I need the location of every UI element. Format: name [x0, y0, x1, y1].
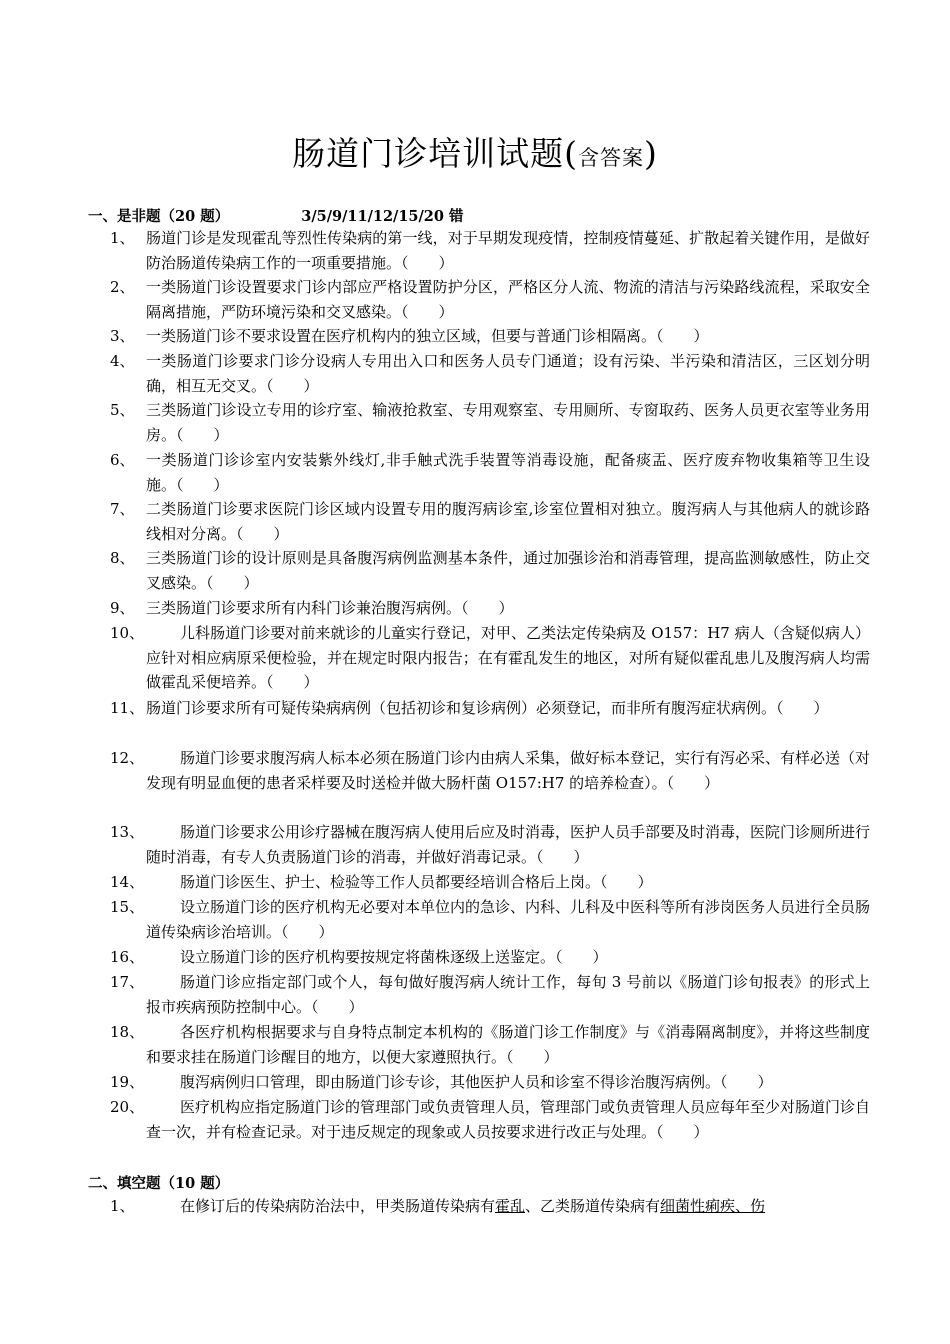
question-text-part: 在修订后的传染病防治法中，甲类肠道传染病有 — [180, 1197, 496, 1215]
question-text: 肠道门诊是发现霍乱等烈性传染病的第一线，对于早期发现疫情，控制疫情蔓延、扩散起着关键作用，是做好防治肠道传染病工作的一项重要措施。（ ） — [146, 229, 870, 272]
question-item — [110, 1095, 870, 1144]
question-number: 4、 — [110, 352, 135, 370]
question-text: 一类肠道门诊设置要求门诊内部应严格设置防护分区，严格区分人流、物流的清洁与污染路线流程，采取安全隔离措施，严防环境污染和交叉感染。（ ） — [146, 278, 870, 321]
question-item — [110, 696, 870, 721]
question-item — [110, 398, 870, 447]
question-item — [110, 448, 870, 497]
question-number: 3、 — [110, 327, 135, 345]
question-text: 各医疗机构根据要求与自身特点制定本机构的《肠道门诊工作制度》与《消毒隔离制度》，并将这些制度和要求挂在肠道门诊醒目的地方，以便大家遵照执行。（ ） — [146, 1023, 870, 1066]
title-end: ) — [644, 134, 658, 173]
question-item — [110, 895, 870, 944]
question-number: 18、 — [110, 1023, 145, 1041]
question-number: 20、 — [110, 1098, 145, 1116]
question-text: 三类肠道门诊设立专用的诊疗室、输液抢救室、专用观察室、专用厕所、专窗取药、医务人员更衣室等业务用房。（ ） — [146, 401, 870, 444]
title-sub: 含答案 — [578, 146, 644, 170]
question-number: 12、 — [110, 749, 145, 767]
answer-key: 3/5/9/11/12/15/20 错 — [301, 208, 464, 225]
question-text: 三类肠道门诊要求所有内科门诊兼治腹泻病例。（ ） — [146, 599, 514, 617]
section-title: 二、填空题（10 题） — [88, 1175, 230, 1192]
question-number: 7、 — [110, 500, 135, 518]
question-item — [110, 275, 870, 324]
question-number: 5、 — [110, 401, 135, 419]
question-number: 1、 — [110, 229, 135, 247]
document-title — [0, 128, 950, 175]
question-number: 14、 — [110, 873, 145, 891]
question-number: 11、 — [110, 699, 145, 717]
fill-blank-item — [110, 1194, 870, 1219]
question-item — [110, 1070, 870, 1095]
question-number: 2、 — [110, 278, 135, 296]
section-title: 一、是非题（20 题） — [88, 208, 230, 225]
question-item — [110, 546, 870, 595]
question-number: 16、 — [110, 948, 145, 966]
question-item — [110, 945, 870, 970]
question-item — [110, 497, 870, 546]
question-text: 肠道门诊要求腹泻病人标本必须在肠道门诊内由病人采集，做好标本登记，实行有泻必采、有样必送（对发现有明显血便的患者采样要及时送检并做大肠杆菌 O157:H7 的培养检查）。（ ） — [146, 749, 871, 792]
question-text: 肠道门诊要求所有可疑传染病病例（包括初诊和复诊病例）必须登记，而非所有腹泻症状病例。（ ） — [146, 699, 829, 717]
question-number: 9、 — [110, 599, 135, 617]
question-text: 腹泻病例归口管理，即由肠道门诊专诊，其他医护人员和诊室不得诊治腹泻病例。（ ） — [180, 1073, 773, 1091]
question-number: 17、 — [110, 973, 145, 991]
question-number: 15、 — [110, 898, 145, 916]
question-number: 6、 — [110, 451, 135, 469]
question-item — [110, 226, 870, 275]
question-number: 1、 — [110, 1197, 135, 1215]
question-text: 肠道门诊医生、护士、检验等工作人员都要经培训合格后上岗。（ ） — [180, 873, 653, 891]
question-item — [110, 970, 870, 1019]
question-text: 一类肠道门诊要求门诊分设病人专用出入口和医务人员专门通道；设有污染、半污染和清洁区，三区划分明确，相互无交叉。（ ） — [146, 352, 870, 395]
question-text: 医疗机构应指定肠道门诊的管理部门或负责管理人员，管理部门或负责管理人员应每年至少对肠道门诊自查一次，并有检查记录。对于违反规定的现象或人员按要求进行改正与处理。（ ） — [146, 1098, 871, 1141]
question-number: 10、 — [110, 624, 145, 642]
section-heading-true-false — [88, 205, 464, 226]
question-text: 设立肠道门诊的医疗机构无必要对本单位内的急诊、内科、儿科及中医科等所有涉岗医务人员进行全员肠道传染病诊治培训。（ ） — [146, 898, 871, 941]
question-number: 19、 — [110, 1073, 145, 1091]
question-item — [110, 621, 870, 695]
question-text: 肠道门诊应指定部门或个人，每旬做好腹泻病人统计工作，每旬 3 号前以《肠道门诊旬报表》的形式上报市疾病预防控制中心。（ ） — [146, 973, 870, 1016]
question-text — [146, 1194, 870, 1219]
question-item — [110, 746, 870, 795]
answer-blank: 霍乱 — [495, 1197, 526, 1215]
question-item — [110, 1020, 870, 1069]
question-text: 设立肠道门诊的医疗机构要按规定将菌株逐级上送鉴定。（ ） — [180, 948, 608, 966]
question-text: 肠道门诊要求公用诊疗器械在腹泻病人使用后应及时消毒，医护人员手部要及时消毒，医院门诊厕所进行随时消毒，有专人负责肠道门诊的消毒，并做好消毒记录。（ ） — [146, 823, 871, 866]
question-text: 儿科肠道门诊要对前来就诊的儿童实行登记，对甲、乙类法定传染病及 O157：H7 病人（含疑似病人）应针对相应病原采便检验，并在规定时限内报告；在有霍乱发生的地区，对所有疑似霍乱患儿及腹泻病人均需做霍乱采便培养。（ ） — [146, 624, 870, 691]
question-text: 一类肠道门诊诊室内安装紫外线灯,非手触式洗手装置等消毒设施，配备痰盂、医疗废弃物收集箱等卫生设施。（ ） — [146, 451, 870, 494]
question-item — [110, 349, 870, 398]
question-text: 三类肠道门诊的设计原则是具备腹泻病例监测基本条件，通过加强诊治和消毒管理，提高监测敏感性，防止交叉感染。（ ） — [146, 549, 870, 592]
question-text-part: 、乙类肠道传染病有 — [525, 1197, 661, 1215]
question-item — [110, 820, 870, 869]
question-item — [110, 324, 870, 349]
title-main: 肠道门诊培训试题( — [292, 134, 578, 173]
answer-blank: 细菌性痢疾、伤 — [660, 1197, 766, 1215]
question-item — [110, 596, 870, 621]
question-number: 8、 — [110, 549, 135, 567]
question-text: 二类肠道门诊要求医院门诊区域内设置专用的腹泻病诊室,诊室位置相对独立。腹泻病人与其他病人的就诊路线相对分离。（ ） — [146, 500, 870, 543]
section-heading-fill-blank — [88, 1172, 229, 1193]
question-item — [110, 870, 870, 895]
question-number: 13、 — [110, 823, 145, 841]
question-text: 一类肠道门诊不要求设置在医疗机构内的独立区域，但要与普通门诊相隔离。（ ） — [146, 327, 709, 345]
